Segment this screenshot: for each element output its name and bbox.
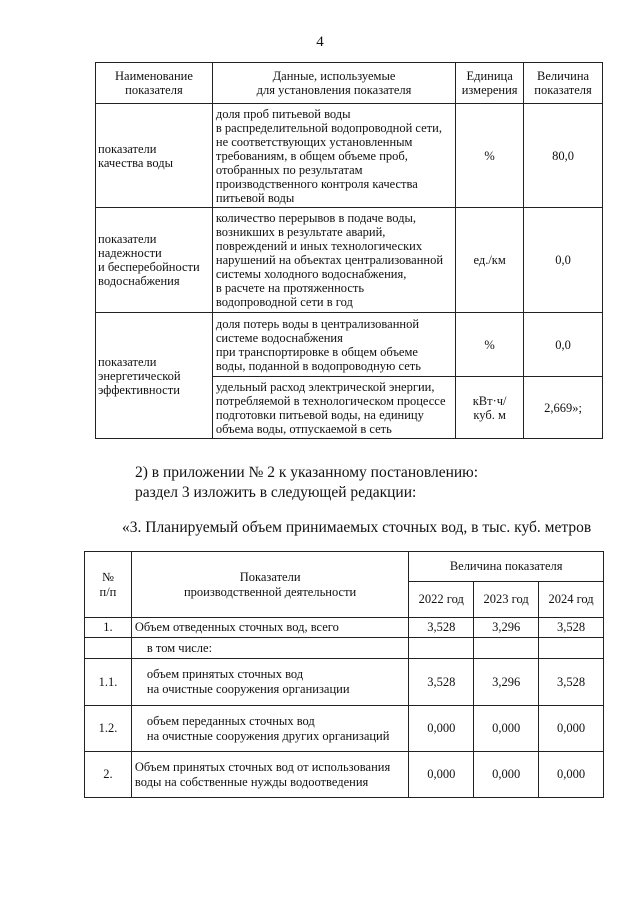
- row-category: показатели энергетической эффективности: [96, 313, 213, 439]
- table-row: [85, 659, 604, 706]
- row-unit: кВт·ч/ куб. м: [456, 377, 524, 439]
- table-row: [85, 618, 604, 638]
- row-description: доля потерь воды в централизованной системе водоснабжения при транспортировке в общем объеме воды, поданной в водопроводную сеть: [212, 313, 455, 377]
- row-category: показатели качества воды: [96, 104, 213, 208]
- header-indicator-name: Наименование показателя: [96, 63, 213, 104]
- row-value-2023: 0,000: [474, 752, 539, 798]
- row-number: [85, 638, 132, 659]
- row-value-2024: 0,000: [539, 752, 604, 798]
- table2-header-row: [85, 552, 604, 582]
- row-description: доля проб питьевой воды в распределительной водопроводной сети, не соответствующих установленным требованиям, в общем объеме проб, отобранных по результатам производственного контроля качества питьевой воды: [212, 104, 455, 208]
- quality-indicators-table: [95, 62, 603, 439]
- amendment-paragraph: 2) в приложении № 2 к указанному постановлению:: [135, 464, 479, 481]
- row-value-2024: 3,528: [539, 618, 604, 638]
- section-instruction: раздел 3 изложить в следующей редакции:: [135, 484, 417, 501]
- page-number: 4: [316, 34, 324, 50]
- row-label: в том числе:: [131, 638, 408, 659]
- header-number: № п/п: [85, 552, 132, 618]
- row-value-2022: [409, 638, 474, 659]
- section-title: «3. Планируемый объем принимаемых сточных вод, в тыс. куб. метров: [122, 519, 592, 536]
- header-unit: Единица измерения: [456, 63, 524, 104]
- row-description: удельный расход электрической энергии, потребляемой в технологическом процессе подготовки питьевой воды, на единицу объема воды, отпускаемой в сеть: [212, 377, 455, 439]
- row-value-2022: 0,000: [409, 752, 474, 798]
- header-year-2023: 2023 год: [474, 582, 539, 618]
- row-label: объем принятых сточных вод на очистные сооружения организации: [131, 659, 408, 706]
- row-label: Объем отведенных сточных вод, всего: [131, 618, 408, 638]
- row-value-2022: 3,528: [409, 618, 474, 638]
- row-value-2023: 0,000: [474, 706, 539, 752]
- row-value-2023: 3,296: [474, 618, 539, 638]
- row-value-2024: 0,000: [539, 706, 604, 752]
- row-number: 2.: [85, 752, 132, 798]
- row-value-2024: 3,528: [539, 659, 604, 706]
- header-year-2024: 2024 год: [539, 582, 604, 618]
- table-row: [96, 313, 603, 377]
- header-year-2022: 2022 год: [409, 582, 474, 618]
- row-label: Объем принятых сточных вод от использования воды на собственные нужды водоотведения: [131, 752, 408, 798]
- row-value: 2,669»;: [524, 377, 603, 439]
- header-indicators: Показатели производственной деятельности: [131, 552, 408, 618]
- table-row: [85, 752, 604, 798]
- row-value-2022: 3,528: [409, 659, 474, 706]
- row-number: 1.: [85, 618, 132, 638]
- row-value: 80,0: [524, 104, 603, 208]
- row-value-2024: [539, 638, 604, 659]
- row-label: объем переданных сточных вод на очистные сооружения других организаций: [131, 706, 408, 752]
- row-value-2022: 0,000: [409, 706, 474, 752]
- table1-header-row: [96, 63, 603, 104]
- header-value: Величина показателя: [524, 63, 603, 104]
- row-number: 1.2.: [85, 706, 132, 752]
- table-row: [85, 706, 604, 752]
- row-value-2023: [474, 638, 539, 659]
- row-unit: %: [456, 313, 524, 377]
- wastewater-volume-table: [84, 551, 604, 798]
- row-unit: ед./км: [456, 208, 524, 313]
- row-value-2023: 3,296: [474, 659, 539, 706]
- header-value-group: Величина показателя: [409, 552, 604, 582]
- row-number: 1.1.: [85, 659, 132, 706]
- table-row: [85, 638, 604, 659]
- table-row: [96, 208, 603, 313]
- row-unit: %: [456, 104, 524, 208]
- row-value: 0,0: [524, 208, 603, 313]
- row-description: количество перерывов в подаче воды, возникших в результате аварий, повреждений и иных технологических нарушений на объектах централизованной системы холодного водоснабжения, в расчете на протяженность водопроводной сети в год: [212, 208, 455, 313]
- header-data-used: Данные, используемые для установления показателя: [212, 63, 455, 104]
- row-value: 0,0: [524, 313, 603, 377]
- table-row: [96, 104, 603, 208]
- row-category: показатели надежности и бесперебойности водоснабжения: [96, 208, 213, 313]
